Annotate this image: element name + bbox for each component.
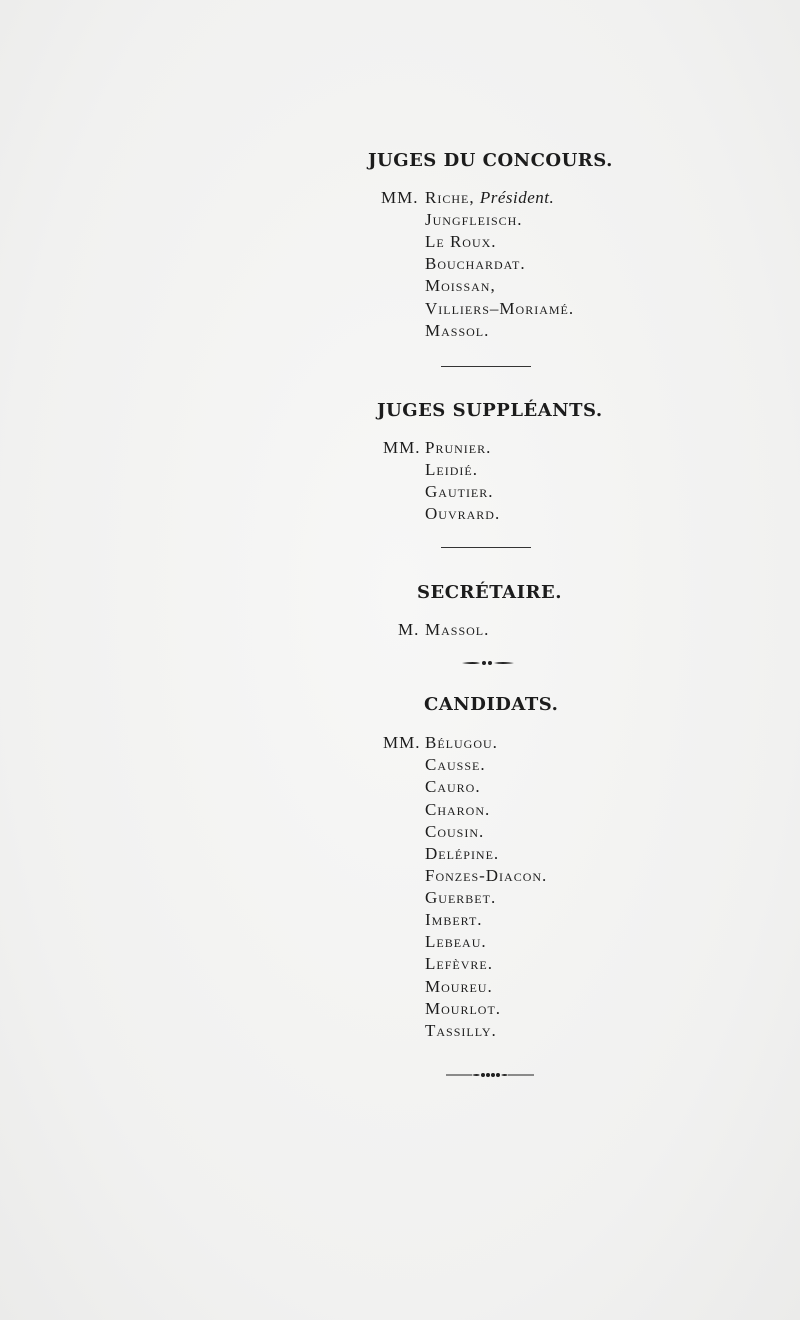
juges-name: Massol. [425,321,490,340]
end-ornament [446,1070,534,1080]
suppleants-name: Leidié. [425,460,478,479]
secretaire-name: Massol. [425,620,490,639]
candidat-name: Guerbet. [425,888,497,907]
candidats-prefix: MM. [383,733,421,752]
juges-name: Villiers–Moriamé. [425,299,575,318]
suppleants-name: Gautier. [425,482,494,501]
candidat-name: Fonzes-Diacon. [425,866,548,885]
candidat-name: Tassilly. [425,1021,497,1040]
candidats-heading: CANDIDATS. [424,694,559,715]
juges-prefix: MM. [381,188,419,207]
section-divider-rule [441,547,531,548]
suppleants-heading: JUGES SUPPLÉANTS. [377,400,603,421]
juges-name: Bouchardat. [425,254,526,273]
candidat-name: Charon. [425,800,491,819]
candidat-name: Lebeau. [425,932,487,951]
juges-name: Jungfleisch. [425,210,523,229]
secretaire-prefix: M. [398,620,420,639]
secretaire-heading: SECRÉTAIRE. [417,582,562,603]
candidat-name: Delépine. [425,844,500,863]
juges-president-line [425,188,554,208]
candidat-name: Causse. [425,755,486,774]
candidat-name: Mourlot. [425,999,502,1018]
suppleants-name: Prunier. [425,438,492,457]
candidat-name: Imbert. [425,910,483,929]
juges-president-name: Riche, [425,188,475,207]
juges-heading: JUGES DU CONCOURS. [368,150,613,171]
candidat-name: Moureu. [425,977,493,996]
juges-president-role: Président. [479,188,555,207]
candidat-name: Bélugou. [425,733,498,752]
suppleants-name: Ouvrard. [425,504,501,523]
suppleants-prefix: MM. [383,438,421,457]
candidat-name: Lefèvre. [425,954,493,973]
section-divider-rule [441,366,531,367]
juges-name: Le Roux. [425,232,497,251]
juges-name: Moissan, [425,276,496,295]
candidat-name: Cauro. [425,777,481,796]
candidat-name: Cousin. [425,822,485,841]
divider-ornament [460,658,516,668]
